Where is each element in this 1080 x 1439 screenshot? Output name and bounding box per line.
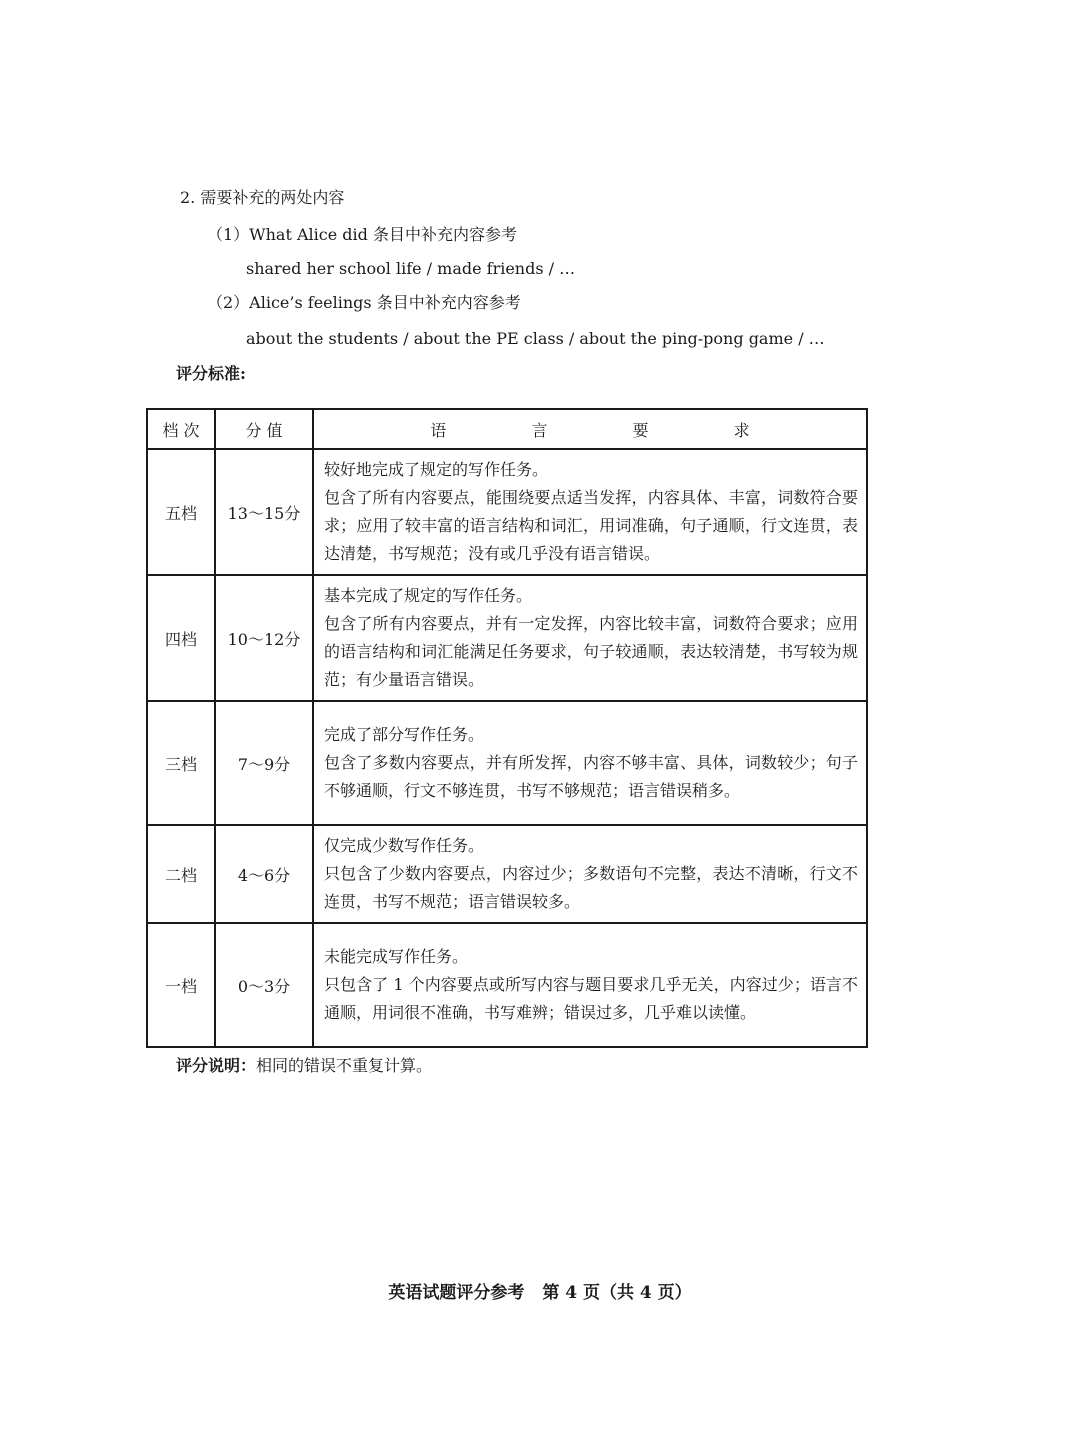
table-row	[147, 449, 867, 575]
requirement-summary: 完成了部分写作任务。	[324, 725, 485, 744]
note-text: 相同的错误不重复计算。	[256, 1056, 433, 1075]
item-2-label: （2）Alice’s feelings 条目中补充内容参考	[207, 293, 521, 312]
table-header-row	[147, 409, 867, 449]
requirement-detail: 只包含了少数内容要点，内容过少；多数语句不完整，表达不清晰，行文不连贯，书写不规范；语言错误较多。	[324, 864, 858, 911]
level-cell: 五档	[147, 449, 215, 575]
requirement-detail: 包含了所有内容要点，并有一定发挥，内容比较丰富，词数符合要求；应用的语言结构和词汇能满足任务要求，句子较通顺，表达较清楚，书写较为规范；有少量语言错误。	[324, 614, 858, 689]
table-row	[147, 701, 867, 825]
requirement-detail: 只包含了 1 个内容要点或所写内容与题目要求几乎无关，内容过少；语言不通顺，用词很不准确，书写难辨；错误过多，几乎难以读懂。	[324, 975, 858, 1022]
requirement-detail: 包含了所有内容要点，能围绕要点适当发挥，内容具体、丰富，词数符合要求；应用了较丰富的语言结构和词汇，用词准确，句子通顺，行文连贯，表达清楚，书写规范；没有或几乎没有语言错误。	[324, 488, 858, 563]
score-cell: 4～6分	[215, 825, 313, 923]
header-requirement: 语 言 要 求	[313, 409, 867, 449]
table-row	[147, 825, 867, 923]
footer-title: 英语试题评分参考	[388, 1283, 525, 1303]
item-1-answer: shared her school life / made friends / …	[246, 259, 576, 278]
score-cell: 13～15分	[215, 449, 313, 575]
level-cell: 三档	[147, 701, 215, 825]
item-1-label: （1）What Alice did 条目中补充内容参考	[207, 225, 517, 244]
requirement-cell	[313, 449, 867, 575]
section-heading: 2. 需要补充的两处内容	[180, 188, 345, 207]
item-2-answer: about the students / about the PE class / about the ping-pong game / …	[246, 329, 825, 348]
level-cell: 二档	[147, 825, 215, 923]
note-label: 评分说明：	[176, 1056, 257, 1075]
score-cell: 7～9分	[215, 701, 313, 825]
requirement-summary: 基本完成了规定的写作任务。	[324, 586, 533, 605]
requirement-detail: 包含了多数内容要点，并有所发挥，内容不够丰富、具体，词数较少；句子不够通顺，行文不够连贯，书写不够规范；语言错误稍多。	[324, 753, 858, 800]
criteria-title: 评分标准:	[176, 364, 246, 383]
footer-page: 第 4 页（共 4 页）	[542, 1283, 692, 1303]
table-row	[147, 575, 867, 701]
requirement-summary: 较好地完成了规定的写作任务。	[324, 460, 549, 479]
rubric-table	[146, 408, 868, 1048]
level-cell: 一档	[147, 923, 215, 1047]
requirement-cell	[313, 575, 867, 701]
requirement-cell	[313, 825, 867, 923]
page-footer	[0, 1278, 1080, 1303]
score-cell: 0～3分	[215, 923, 313, 1047]
requirement-summary: 仅完成少数写作任务。	[324, 836, 485, 855]
header-score: 分 值	[215, 409, 313, 449]
requirement-cell	[313, 923, 867, 1047]
level-cell: 四档	[147, 575, 215, 701]
scoring-note	[176, 1056, 432, 1076]
requirement-cell	[313, 701, 867, 825]
requirement-summary: 未能完成写作任务。	[324, 947, 469, 966]
header-level: 档 次	[147, 409, 215, 449]
table-row	[147, 923, 867, 1047]
score-cell: 10～12分	[215, 575, 313, 701]
